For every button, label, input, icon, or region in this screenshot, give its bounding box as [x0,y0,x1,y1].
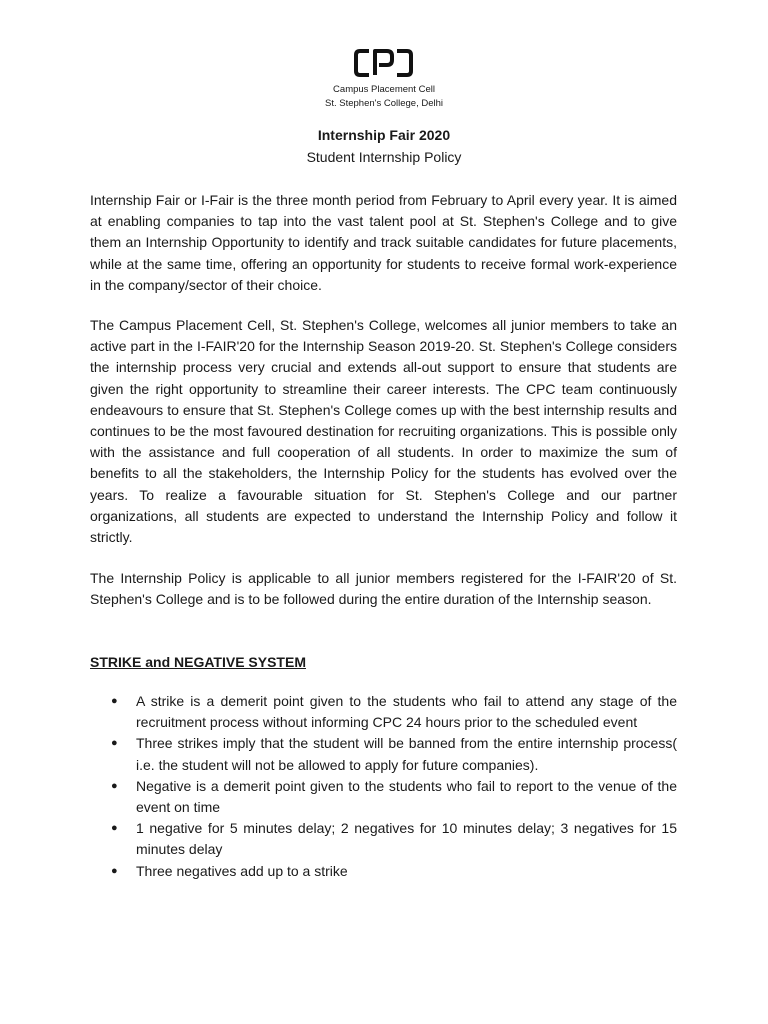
bullet-icon: ● [111,822,118,835]
list-item [108,861,677,882]
list-item [108,776,677,818]
list-item-text: Three strikes imply that the student will be banned from the entire internship process( i.e. the student will not be allowed to apply for future companies). [136,735,677,773]
bullet-icon: ● [111,737,118,750]
list-item [108,733,677,775]
document-subtitle: Student Internship Policy [306,149,462,165]
section-heading: STRIKE and NEGATIVE SYSTEM [90,654,306,670]
strike-rules-list [108,691,677,882]
org-name: Campus Placement Cell [333,84,435,95]
list-item-text: A strike is a demerit point given to the students who fail to attend any stage of the recruitment process without informing CPC 24 hours prior to the scheduled event [136,693,677,731]
bullet-icon: ● [111,695,118,707]
list-item-text: Three negatives add up to a strike [136,862,348,879]
college-name: St. Stephen's College, Delhi [325,98,443,109]
list-item-text: 1 negative for 5 minutes delay; 2 negatives for 10 minutes delay; 3 negatives for 15 minutes delay [136,820,677,858]
intro-paragraph: Internship Fair or I-Fair is the three month period from February to April every year. It is aimed at enabling companies to tap into the vast talent pool at St. Stephen's College and to give them an Internship Opportunity to identify and track suitable candidates for future placements, while at the same time, offering an opportunity for students to receive formal work-experience in the company/sector of their choice. [90,192,677,293]
list-item [108,691,677,733]
welcome-paragraph: The Campus Placement Cell, St. Stephen's College, welcomes all junior members to take an active part in the I-FAIR'20 for the Internship Season 2019-20. St. Stephen's College considers the internship process very crucial and extends all-out support to ensure that students are given the right opportunity to streamline their career interests. The CPC team continuously endeavours to ensure that St. Stephen's College comes up with the best internship results and continues to be the most favoured destination for recruiting organizations. This is possible only with the assistance and full cooperation of all students. In order to maximize the sum of benefits to all the stakeholders, the Internship Policy for the students has evolved over the years. To realize a favourable situation for St. Stephen's College and our partner organizations, all students are expected to understand the Internship Policy and follow it strictly. [90,317,677,546]
applicability-paragraph: The Internship Policy is applicable to all junior members registered for the I-FAIR'20 of St. Stephen's College and is to be followed during the entire duration of the Internship season. [90,570,677,608]
bullet-icon: ● [111,779,118,792]
bullet-icon: ● [111,864,118,877]
document-title: Internship Fair 2020 [317,127,451,143]
list-item-text: Negative is a demerit point given to the students who fail to report to the venue of the event on time [136,777,677,816]
list-item [108,818,677,860]
cpc-logo [353,48,415,78]
